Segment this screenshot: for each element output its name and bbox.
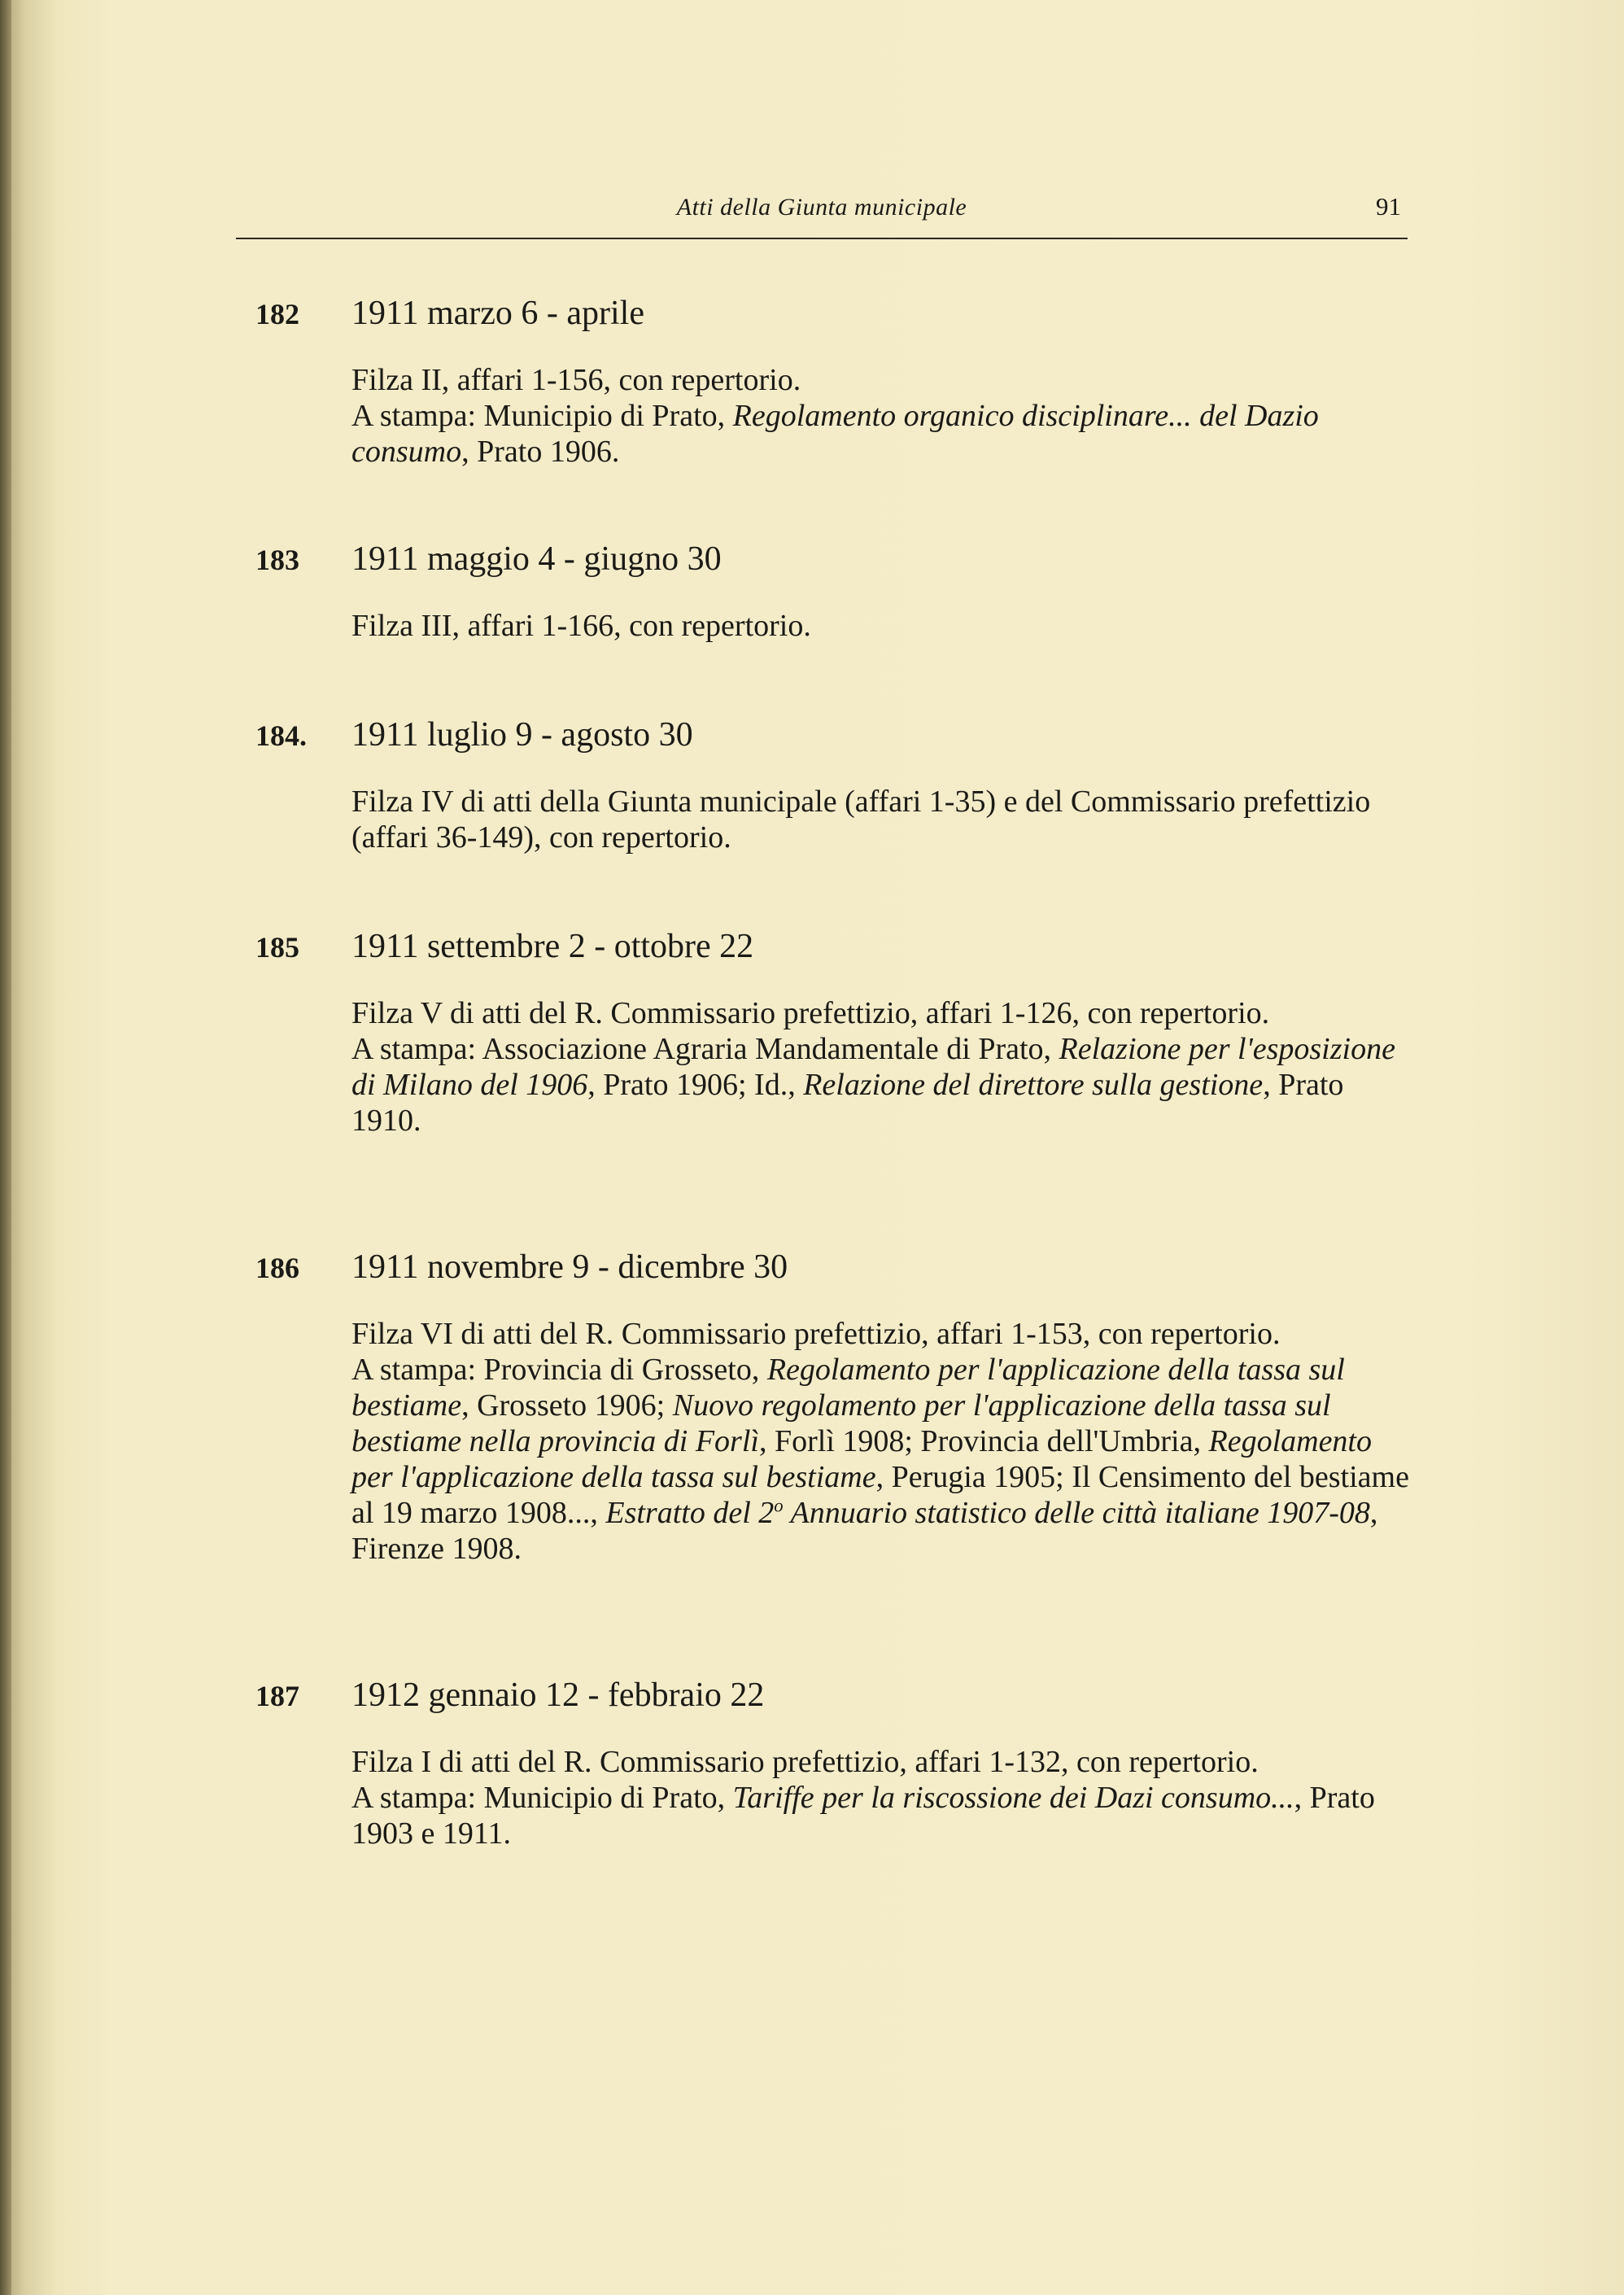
entry-number: 186 [255, 1252, 299, 1284]
text-segment: A stampa: Municipio di Prato, [351, 1781, 733, 1815]
running-title: Atti della Giunta municipale [676, 194, 967, 221]
entry-line: Filza II, affari 1-156, con repertorio. [351, 363, 801, 397]
text-segment: , Firenze 1908. [351, 1496, 1378, 1566]
entry-number: 187 [255, 1680, 299, 1712]
title-italic: Annuario statistico delle città italiane 1907-08 [783, 1496, 1370, 1530]
entry-line: Filza V di atti del R. Commissario prefettizio, affari 1-126, con repertorio. [351, 996, 1270, 1030]
text-segment: , Prato 1906; Id., [587, 1068, 804, 1102]
page-number: 91 [1376, 192, 1401, 221]
entry-line: Filza VI di atti del R. Commissario prefettizio, affari 1-153, con repertorio. [351, 1317, 1281, 1351]
title-italic: Regolamento organico disciplinare... del Dazio consumo [351, 399, 1319, 469]
entry-date: 1911 marzo 6 - aprile [351, 295, 644, 332]
text-segment: A stampa: Municipio di Prato, [351, 399, 733, 433]
text-segment: , Prato 1903 e 1911. [351, 1781, 1375, 1851]
entry-line: Filza III, affari 1-166, con repertorio. [351, 609, 811, 643]
text-segment: A stampa: Provincia di Grosseto, [351, 1353, 767, 1387]
book-spine-shadow [0, 0, 11, 2295]
title-italic: Regolamento per l'applicazione della tassa sul bestiame [351, 1353, 1345, 1423]
entry-number: 182 [255, 298, 299, 330]
entry-body [351, 608, 1409, 644]
text-segment: , Prato 1906. [461, 435, 620, 469]
title-italic: Regolamento per l'applicazione della tassa sul bestiame [351, 1424, 1372, 1494]
entry-number: 183 [255, 544, 299, 576]
entry-line [351, 1031, 1409, 1139]
text-segment: , Forlì 1908; Provincia dell'Umbria, [758, 1424, 1209, 1458]
entry-body [351, 1744, 1409, 1851]
entry-date: 1911 settembre 2 - ottobre 22 [351, 928, 754, 965]
entry-body [351, 362, 1409, 470]
entry-line [351, 398, 1409, 470]
entry-line [351, 1780, 1409, 1851]
title-italic: Nuovo regolamento per l'applicazione della tassa sul bestiame nella provincia di Forlì [351, 1388, 1331, 1458]
entry-body [351, 995, 1409, 1139]
entry-body [351, 784, 1409, 855]
entry-line [351, 1352, 1409, 1567]
page-header [236, 189, 1408, 239]
entry-date: 1912 gennaio 12 - febbraio 22 [351, 1676, 765, 1714]
entry-body [351, 1316, 1409, 1567]
title-italic: Tariffe per la riscossione dei Dazi consumo... [732, 1781, 1294, 1815]
title-italic: Relazione per l'esposizione di Milano del 1906 [351, 1032, 1395, 1102]
text-segment: , Grosseto 1906; [461, 1388, 673, 1423]
text-segment: A stampa: Associazione Agraria Mandamentale di Prato, [351, 1032, 1059, 1066]
ordinal-superscript: o [774, 1495, 784, 1516]
text-segment: , Perugia 1905; Il Censimento del bestiame al 19 marzo 1908..., [351, 1460, 1409, 1530]
title-italic: Relazione del direttore sulla gestione [803, 1068, 1264, 1102]
text-segment: , Prato 1910. [351, 1068, 1344, 1138]
entry-line: Filza IV di atti della Giunta municipale (affari 1-35) e del Commissario prefettizio (affari 36-149), con repertorio. [351, 785, 1371, 855]
entry-line: Filza I di atti del R. Commissario prefettizio, affari 1-132, con repertorio. [351, 1745, 1259, 1779]
entry-number: 184. [255, 719, 307, 752]
entry-date: 1911 novembre 9 - dicembre 30 [351, 1248, 788, 1286]
entry-number: 185 [255, 931, 299, 964]
title-italic: Estratto del 2 [605, 1496, 775, 1530]
entry-date: 1911 luglio 9 - agosto 30 [351, 716, 693, 754]
entry-date: 1911 maggio 4 - giugno 30 [351, 540, 722, 578]
